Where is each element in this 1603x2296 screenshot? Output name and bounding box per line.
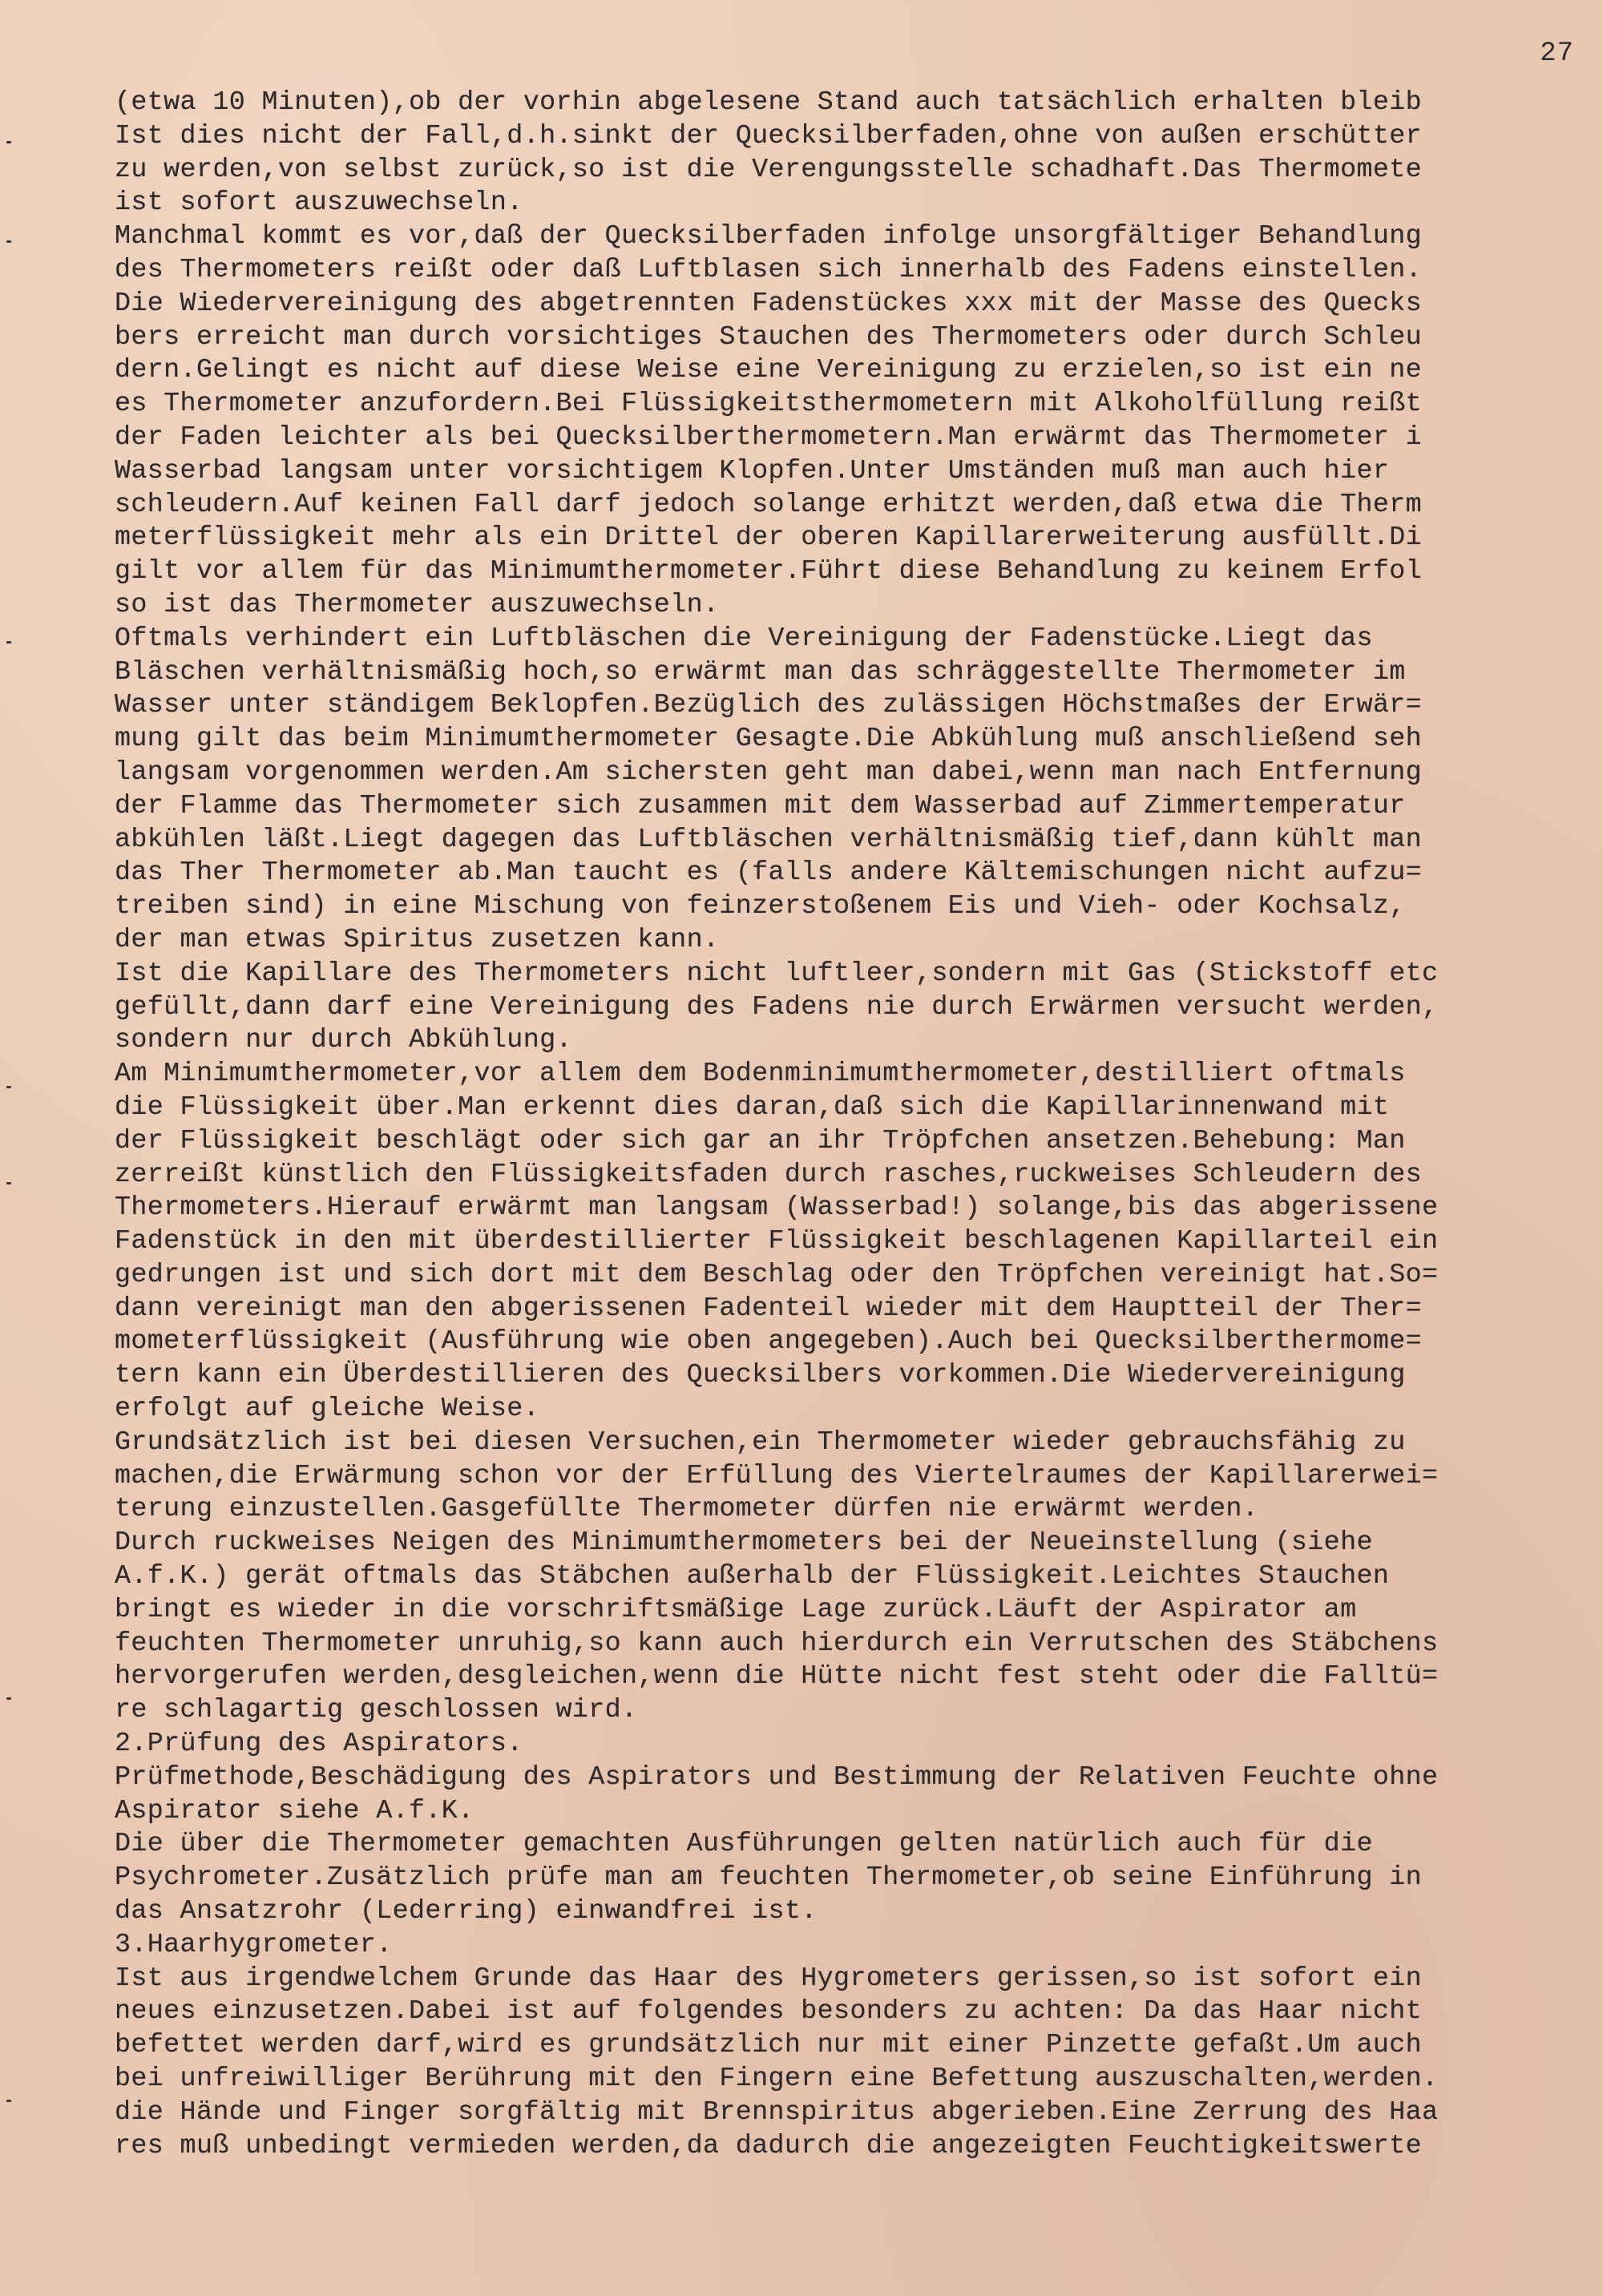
- text-line: tern kann ein Überdestillieren des Quecksilbers vorkommen.Die Wiedervereinigung: [115, 1360, 1406, 1391]
- text-line: bers erreicht man durch vorsichtiges Stauchen des Thermometers oder durch Schleu: [115, 321, 1423, 353]
- text-line: der man etwas Spiritus zusetzen kann.: [115, 924, 720, 955]
- text-line: schleudern.Auf keinen Fall darf jedoch solange erhitzt werden,daß etwa die Therm: [115, 489, 1423, 520]
- text-line: machen,die Erwärmung schon vor der Erfüllung des Viertelraumes der Kapillarerwei=: [115, 1460, 1439, 1491]
- text-line: meterflüssigkeit mehr als ein Drittel der oberen Kapillarerweiterung ausfüllt.Di: [115, 523, 1423, 554]
- text-line: Wasser unter ständigem Beklopfen.Bezüglich des zulässigen Höchstmaßes der Erwär=: [115, 690, 1423, 721]
- text-line: bei unfreiwilliger Berührung mit den Fingern eine Befettung auszuschalten,werden.: [115, 2064, 1439, 2095]
- text-line: Manchmal kommt es vor,daß der Quecksilberfaden infolge unsorgfältiger Behandlung: [115, 221, 1423, 252]
- text-line: Ist dies nicht der Fall,d.h.sinkt der Quecksilberfaden,ohne von außen erschütter: [115, 120, 1423, 151]
- text-line: 2.Prüfung des Aspirators.: [115, 1729, 523, 1760]
- text-line: res muß unbedingt vermieden werden,da dadurch die angezeigten Feuchtigkeitswerte: [115, 2130, 1423, 2161]
- text-line: der Flüssigkeit beschlägt oder sich gar an ihr Tröpfchen ansetzen.Behebung: Man: [115, 1125, 1406, 1156]
- text-line: Bläschen verhältnismäßig hoch,so erwärmt man das schräggestellte Thermometer im: [115, 656, 1406, 688]
- text-line: Thermometers.Hierauf erwärmt man langsam (Wasserbad!) solange,bis das abgerissene: [115, 1192, 1439, 1224]
- text-line: der Faden leichter als bei Quecksilberthermometern.Man erwärmt das Thermometer i: [115, 422, 1423, 453]
- text-line: gilt vor allem für das Minimumthermometer.Führt diese Behandlung zu keinem Erfol: [115, 556, 1423, 587]
- text-line: Fadenstück in den mit überdestillierter Flüssigkeit beschlagenen Kapillarteil ein: [115, 1226, 1439, 1257]
- text-line: der Flamme das Thermometer sich zusammen mit dem Wasserbad auf Zimmertemperatur: [115, 790, 1406, 821]
- text-line: das Ther Thermometer ab.Man taucht es (falls andere Kältemischungen nicht aufzu=: [115, 857, 1423, 889]
- text-line: treiben sind) in eine Mischung von feinzerstoßenem Eis und Vieh- oder Kochsalz,: [115, 891, 1406, 922]
- text-line: es Thermometer anzufordern.Bei Flüssigkeitsthermometern mit Alkoholfüllung reißt: [115, 389, 1423, 420]
- text-line: hervorgerufen werden,desgleichen,wenn die Hütte nicht fest steht oder die Falltü=: [115, 1661, 1439, 1693]
- text-line: langsam vorgenommen werden.Am sichersten geht man dabei,wenn man nach Entfernung: [115, 757, 1423, 788]
- text-line: abkühlen läßt.Liegt dagegen das Luftbläschen verhältnismäßig tief,dann kühlt man: [115, 824, 1423, 855]
- text-line: Oftmals verhindert ein Luftbläschen die Vereinigung der Fadenstücke.Liegt das: [115, 623, 1373, 654]
- text-line: so ist das Thermometer auszuwechseln.: [115, 589, 720, 620]
- margin-mark: [6, 1182, 11, 1184]
- text-line: dann vereinigt man den abgerissenen Fadenteil wieder mit dem Hauptteil der Ther=: [115, 1293, 1423, 1324]
- page-number: 27: [1540, 38, 1574, 69]
- text-line: terung einzustellen.Gasgefüllte Thermometer dürfen nie erwärmt werden.: [115, 1494, 1259, 1525]
- text-line: des Thermometers reißt oder daß Luftblasen sich innerhalb des Fadens einstellen.: [115, 254, 1423, 285]
- text-line: 3.Haarhygrometer.: [115, 1929, 393, 1960]
- text-line: dern.Gelingt es nicht auf diese Weise eine Vereinigung zu erzielen,so ist ein ne: [115, 355, 1423, 386]
- margin-marks: [0, 0, 32, 2296]
- text-line: gedrungen ist und sich dort mit dem Beschlag oder den Tröpfchen vereinigt hat.So=: [115, 1259, 1439, 1290]
- text-line: A.f.K.) gerät oftmals das Stäbchen außerhalb der Flüssigkeit.Leichtes Stauchen: [115, 1561, 1390, 1592]
- text-line: bringt es wieder in die vorschriftsmäßige Lage zurück.Läuft der Aspirator am: [115, 1594, 1357, 1625]
- margin-mark: [6, 1697, 11, 1700]
- text-line: zerreißt künstlich den Flüssigkeitsfaden durch rasches,ruckweises Schleudern des: [115, 1159, 1423, 1190]
- margin-mark: [6, 2100, 11, 2102]
- text-line: das Ansatzrohr (Lederring) einwandfrei ist.: [115, 1896, 818, 1927]
- text-line: feuchten Thermometer unruhig,so kann auch hierdurch ein Verrutschen des Stäbchens: [115, 1628, 1439, 1659]
- text-line: befettet werden darf,wird es grundsätzlich nur mit einer Pinzette gefaßt.Um auch: [115, 2030, 1423, 2061]
- text-line: Die Wiedervereinigung des abgetrennten Fadenstückes xxx mit der Masse des Quecks: [115, 288, 1423, 319]
- text-line: Aspirator siehe A.f.K.: [115, 1795, 474, 1826]
- text-line: Prüfmethode,Beschädigung des Aspirators und Bestimmung der Relativen Feuchte ohne: [115, 1761, 1439, 1793]
- text-line: (etwa 10 Minuten),ob der vorhin abgelesene Stand auch tatsächlich erhalten bleib: [115, 87, 1423, 118]
- margin-mark: [6, 240, 11, 243]
- text-line: Ist aus irgendwelchem Grunde das Haar des Hygrometers gerissen,so ist sofort ein: [115, 1963, 1423, 1994]
- text-line: Durch ruckweises Neigen des Minimumthermometers bei der Neueinstellung (siehe: [115, 1527, 1373, 1559]
- text-line: sondern nur durch Abkühlung.: [115, 1025, 572, 1056]
- text-line: zu werden,von selbst zurück,so ist die Verengungsstelle schadhaft.Das Thermomete: [115, 154, 1423, 185]
- text-line: gefüllt,dann darf eine Vereinigung des Fadens nie durch Erwärmen versucht werden,: [115, 991, 1439, 1023]
- text-line: Am Minimumthermometer,vor allem dem Bodenminimumthermometer,destilliert oftmals: [115, 1059, 1406, 1090]
- text-line: mometerflüssigkeit (Ausführung wie oben angegeben).Auch bei Quecksilberthermome=: [115, 1326, 1423, 1358]
- text-line: ist sofort auszuwechseln.: [115, 188, 523, 219]
- margin-mark: [6, 1086, 11, 1088]
- text-line: Psychrometer.Zusätzlich prüfe man am feuchten Thermometer,ob seine Einführung in: [115, 1862, 1423, 1894]
- margin-mark: [6, 141, 11, 143]
- text-line: Ist die Kapillare des Thermometers nicht luftleer,sondern mit Gas (Stickstoff etc: [115, 958, 1439, 989]
- text-line: Die über die Thermometer gemachten Ausführungen gelten natürlich auch für die: [115, 1829, 1373, 1860]
- text-line: erfolgt auf gleiche Weise.: [115, 1394, 540, 1425]
- text-line: re schlagartig geschlossen wird.: [115, 1695, 638, 1726]
- text-line: mung gilt das beim Minimumthermometer Gesagte.Die Abkühlung muß anschließend seh: [115, 724, 1423, 755]
- text-line: die Hände und Finger sorgfältig mit Brennspiritus abgerieben.Eine Zerrung des Haa: [115, 2096, 1439, 2128]
- text-line: neues einzusetzen.Dabei ist auf folgendes besonders zu achten: Da das Haar nicht: [115, 1996, 1423, 2028]
- typed-text-body: [115, 87, 1603, 2266]
- text-line: die Flüssigkeit über.Man erkennt dies daran,daß sich die Kapillarinnenwand mit: [115, 1092, 1390, 1123]
- text-line: Grundsätzlich ist bei diesen Versuchen,ein Thermometer wieder gebrauchsfähig zu: [115, 1426, 1406, 1458]
- text-line: Wasserbad langsam unter vorsichtigem Klopfen.Unter Umständen muß man auch hier: [115, 455, 1390, 486]
- margin-mark: [6, 641, 11, 644]
